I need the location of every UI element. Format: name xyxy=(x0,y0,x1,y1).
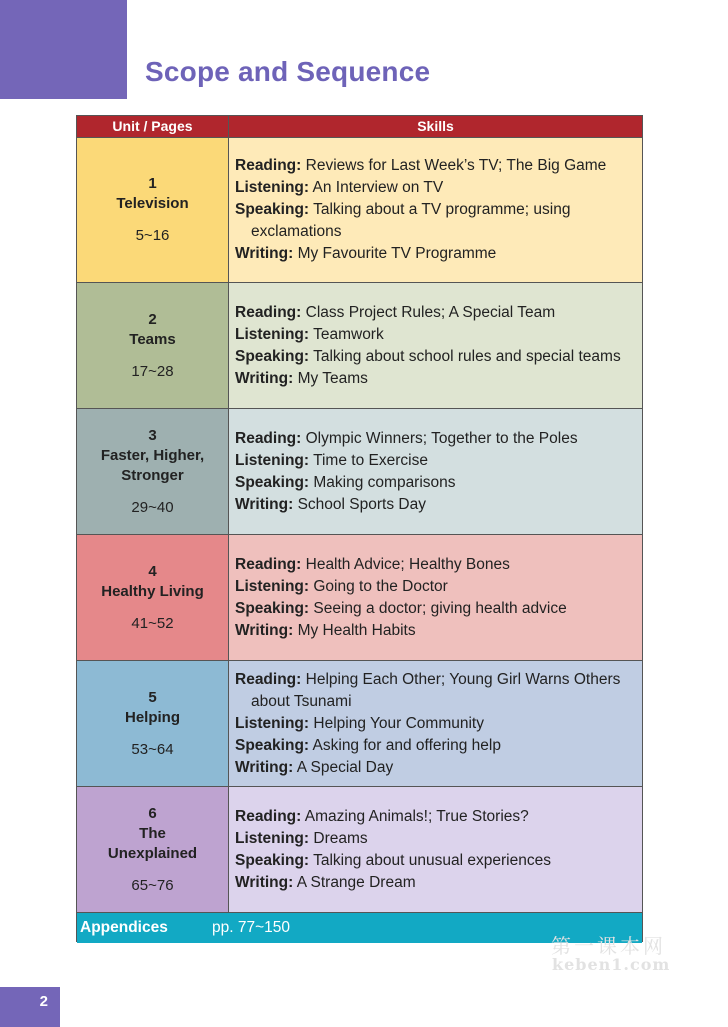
skill-text: My Teams xyxy=(297,369,368,387)
corner-accent-block xyxy=(0,0,127,99)
skill-text: Reviews for Last Week’s TV; The Big Game xyxy=(305,157,607,174)
skill-label: Speaking: xyxy=(235,201,310,218)
unit-cell xyxy=(77,409,229,534)
skill-label: Listening: xyxy=(235,577,310,595)
table-row xyxy=(77,409,642,535)
watermark-chinese: 第一课本网 xyxy=(551,936,666,958)
skill-line xyxy=(235,368,636,390)
skill-line xyxy=(235,735,636,757)
skill-text: School Sports Day xyxy=(297,495,426,513)
page-title: Scope and Sequence xyxy=(145,56,431,87)
table-row xyxy=(77,787,642,913)
skill-line xyxy=(235,428,636,450)
skill-line xyxy=(235,598,636,620)
skill-line xyxy=(235,872,636,894)
skill-line xyxy=(235,554,636,576)
skills-cell xyxy=(229,535,642,660)
unit-rows xyxy=(77,138,642,913)
unit-pages: 53~64 xyxy=(131,740,174,758)
skill-label: Listening: xyxy=(235,325,310,343)
skill-text: Time to Exercise xyxy=(313,451,428,469)
skill-text: Talking about a TV programme; using exclamations xyxy=(251,201,571,240)
unit-name: The Unexplained xyxy=(107,824,198,862)
skill-label: Speaking: xyxy=(235,473,310,491)
table-row xyxy=(77,661,642,787)
unit-name: Television xyxy=(116,195,189,212)
skill-label: Speaking: xyxy=(235,851,310,869)
skill-text: A Strange Dream xyxy=(296,873,416,891)
header-skills: Skills xyxy=(417,118,454,134)
skill-line xyxy=(235,850,636,872)
skill-line xyxy=(235,620,636,642)
skill-line xyxy=(235,346,636,368)
unit-cell xyxy=(77,283,229,408)
skill-label: Speaking: xyxy=(235,736,310,754)
unit-cell xyxy=(77,138,229,282)
skill-line xyxy=(235,472,636,494)
unit-name: Healthy Living xyxy=(101,582,204,600)
skill-line xyxy=(235,450,636,472)
skill-label: Listening: xyxy=(235,179,310,196)
skill-text: Seeing a doctor; giving health advice xyxy=(313,599,567,617)
skill-text: Class Project Rules; A Special Team xyxy=(305,303,556,321)
skill-label: Speaking: xyxy=(235,599,310,617)
skills-cell xyxy=(229,409,642,534)
skills-cell xyxy=(229,787,642,912)
skill-label: Reading: xyxy=(235,555,302,573)
unit-pages: 65~76 xyxy=(131,876,174,894)
skill-text: Making comparisons xyxy=(313,473,456,491)
skill-line xyxy=(235,199,636,243)
skill-text: An Interview on TV xyxy=(312,179,444,196)
unit-name: Faster, Higher, Stronger xyxy=(100,446,205,484)
unit-pages: 17~28 xyxy=(131,362,174,380)
unit-number: 4 xyxy=(148,562,157,580)
skill-label: Reading: xyxy=(235,670,302,688)
unit-cell xyxy=(77,787,229,912)
skill-label: Reading: xyxy=(235,429,302,447)
skill-text: Health Advice; Healthy Bones xyxy=(305,555,510,573)
skills-cell xyxy=(229,661,642,786)
skill-label: Speaking: xyxy=(235,347,310,365)
skill-label: Reading: xyxy=(235,807,302,825)
skill-line xyxy=(235,669,636,713)
skill-label: Listening: xyxy=(235,829,310,847)
skill-text: Talking about unusual experiences xyxy=(313,851,551,869)
unit-name: Helping xyxy=(125,708,180,726)
skill-label: Listening: xyxy=(235,714,310,732)
scope-table xyxy=(76,115,643,942)
skill-text: Amazing Animals!; True Stories? xyxy=(304,807,529,825)
appendix-label: Appendices xyxy=(80,919,168,936)
unit-cell xyxy=(77,535,229,660)
unit-number: 1 xyxy=(148,175,157,192)
skill-label: Reading: xyxy=(235,157,302,174)
unit-number: 5 xyxy=(148,688,157,706)
skill-line xyxy=(235,806,636,828)
skill-label: Writing: xyxy=(235,621,294,639)
skill-text: A Special Day xyxy=(296,758,394,776)
skill-text: My Favourite TV Programme xyxy=(297,245,497,262)
skill-line xyxy=(235,243,636,265)
unit-pages: 29~40 xyxy=(131,498,174,516)
skill-label: Writing: xyxy=(235,873,294,891)
unit-pages: 41~52 xyxy=(131,614,174,632)
skills-cell xyxy=(229,138,642,282)
unit-cell xyxy=(77,661,229,786)
skill-line xyxy=(235,324,636,346)
skill-label: Writing: xyxy=(235,758,294,776)
skill-text: Going to the Doctor xyxy=(313,577,448,595)
skill-text: My Health Habits xyxy=(297,621,416,639)
skill-line xyxy=(235,177,636,199)
table-row xyxy=(77,138,642,283)
skill-line xyxy=(235,302,636,324)
skill-text: Talking about school rules and special teams xyxy=(313,347,621,365)
page-number: 2 xyxy=(0,987,60,1027)
skill-line xyxy=(235,713,636,735)
skill-label: Writing: xyxy=(235,245,294,262)
unit-number: 2 xyxy=(148,310,157,328)
unit-pages: 5~16 xyxy=(135,227,170,244)
skill-label: Reading: xyxy=(235,303,302,321)
watermark-url: keben1.com xyxy=(552,955,671,974)
skill-text: Dreams xyxy=(313,829,368,847)
skill-text: Olympic Winners; Together to the Poles xyxy=(305,429,578,447)
skill-line xyxy=(235,757,636,779)
skill-text: Helping Your Community xyxy=(313,714,484,732)
unit-number: 6 xyxy=(148,804,157,822)
table-header-row xyxy=(77,116,642,138)
skill-line xyxy=(235,576,636,598)
table-row xyxy=(77,535,642,661)
table-row xyxy=(77,283,642,409)
skill-text: Teamwork xyxy=(313,325,384,343)
skills-cell xyxy=(229,283,642,408)
skill-line xyxy=(235,155,636,177)
header-unit-pages: Unit / Pages xyxy=(77,116,229,137)
appendix-pages: pp. 77~150 xyxy=(212,919,291,936)
skill-line xyxy=(235,828,636,850)
unit-name: Teams xyxy=(129,330,176,348)
skill-label: Writing: xyxy=(235,495,294,513)
skill-text: Helping Each Other; Young Girl Warns Others about Tsunami xyxy=(251,670,621,710)
skill-label: Listening: xyxy=(235,451,310,469)
skill-text: Asking for and offering help xyxy=(312,736,501,754)
skill-line xyxy=(235,494,636,516)
skill-label: Writing: xyxy=(235,369,294,387)
unit-number: 3 xyxy=(148,426,157,444)
